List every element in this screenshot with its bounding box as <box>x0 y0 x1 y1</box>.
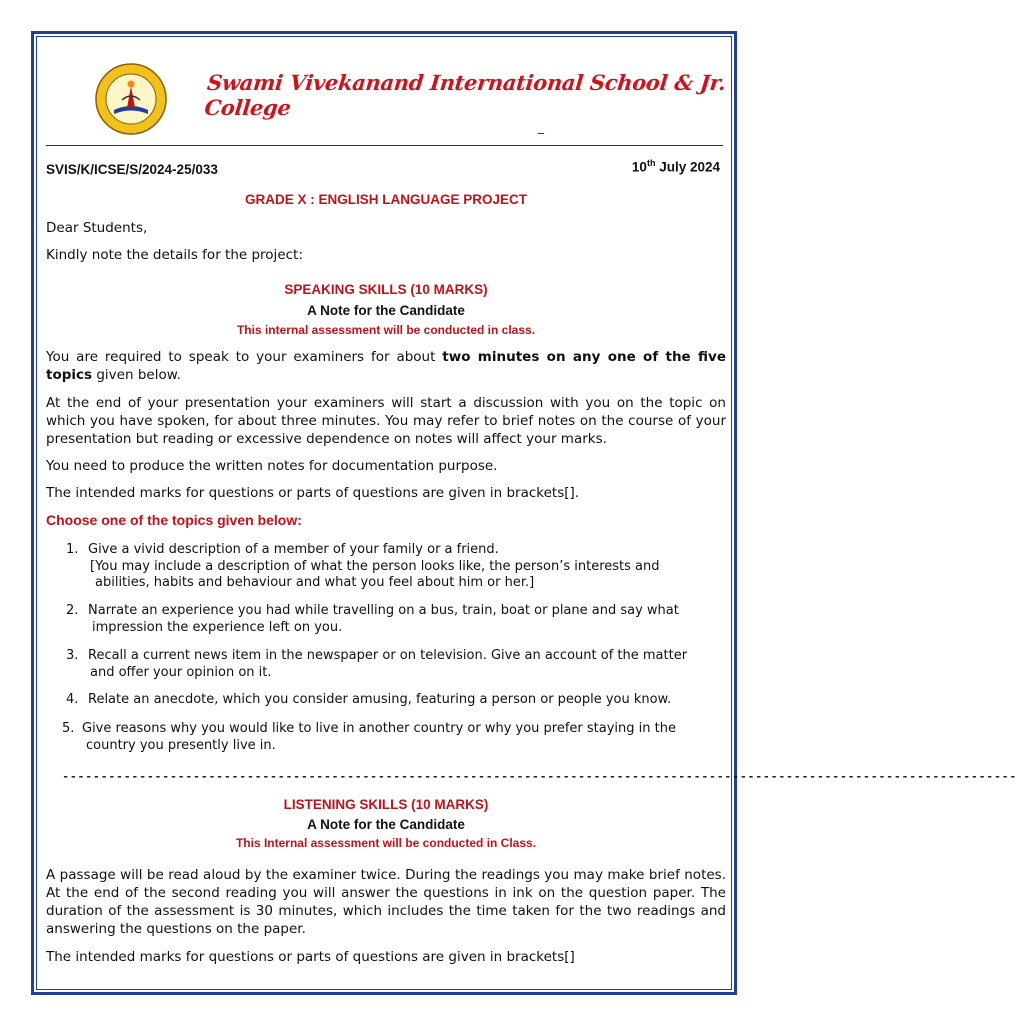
school-name: Swami Vivekanand International School & Jr. College <box>203 70 727 120</box>
listening-paragraph-2: The intended marks for questions or parts of questions are given in brackets[] <box>46 949 575 965</box>
choose-heading: Choose one of the topics given below: <box>46 512 302 528</box>
topic-item: 5. Give reasons why you would like to live in another country or why you prefer staying in the country you presently live in. <box>62 721 676 753</box>
speaking-note: This internal assessment will be conducted in class. <box>236 323 536 337</box>
salutation: Dear Students, <box>46 220 148 236</box>
speaking-paragraph-1: You are required to speak to your examiners for about two minutes on any one of the five topics given below. <box>46 349 726 383</box>
listening-note: This Internal assessment will be conducted in Class. <box>235 836 537 850</box>
document-page <box>46 40 1017 980</box>
document-date: 10th July 2024 <box>631 158 720 175</box>
topic-item: 2. Narrate an experience you had while travelling on a bus, train, boat or plane and say what impression the experience left on you. <box>66 603 679 635</box>
speaking-paragraph-3: You need to produce the written notes for documentation purpose. <box>46 458 498 474</box>
school-logo <box>94 62 168 136</box>
section-separator: ---------------------------------------------------------------------------------------------------------------------------- <box>62 770 1017 784</box>
listening-subheading: A Note for the Candidate <box>307 817 465 832</box>
document-title: GRADE X : ENGLISH LANGUAGE PROJECT <box>244 192 528 207</box>
topic-item: 1. Give a vivid description of a member of your family or a friend. [You may include a description of what the person looks like, the person’s interests and abilities, habits and behaviour and what you feel about him or her.] <box>66 542 660 590</box>
listening-paragraph-1: A passage will be read aloud by the examiner twice. During the readings you may make brief notes. At the end of the second reading you will answer the questions in ink on the question paper. The duration of the assessment is 30 minutes, which includes the time taken for the two readings and answering the questions on the paper. <box>46 867 726 937</box>
intro-text: Kindly note the details for the project: <box>46 247 303 263</box>
speaking-subheading: A Note for the Candidate <box>307 303 465 318</box>
reference-number: SVIS/K/ICSE/S/2024-25/033 <box>46 162 218 177</box>
speaking-paragraph-2: At the end of your presentation your examiners will start a discussion with you on the topic on which you have spoken, for about three minutes. You may refer to brief notes on the course of your presentation but reading or excessive dependence on notes will affect your marks. <box>46 395 726 447</box>
speaking-heading: SPEAKING SKILLS (10 MARKS) <box>284 282 488 297</box>
topic-item: 4. Relate an anecdote, which you consider amusing, featuring a person or people you know. <box>66 692 672 707</box>
header-mark: _ <box>538 120 544 134</box>
header-divider <box>46 145 723 146</box>
topic-item: 3. Recall a current news item in the newspaper or on television. Give an account of the matter and offer your opinion on it. <box>66 648 688 680</box>
speaking-paragraph-4: The intended marks for questions or parts of questions are given in brackets[]. <box>46 485 580 501</box>
listening-heading: LISTENING SKILLS (10 MARKS) <box>283 797 489 812</box>
